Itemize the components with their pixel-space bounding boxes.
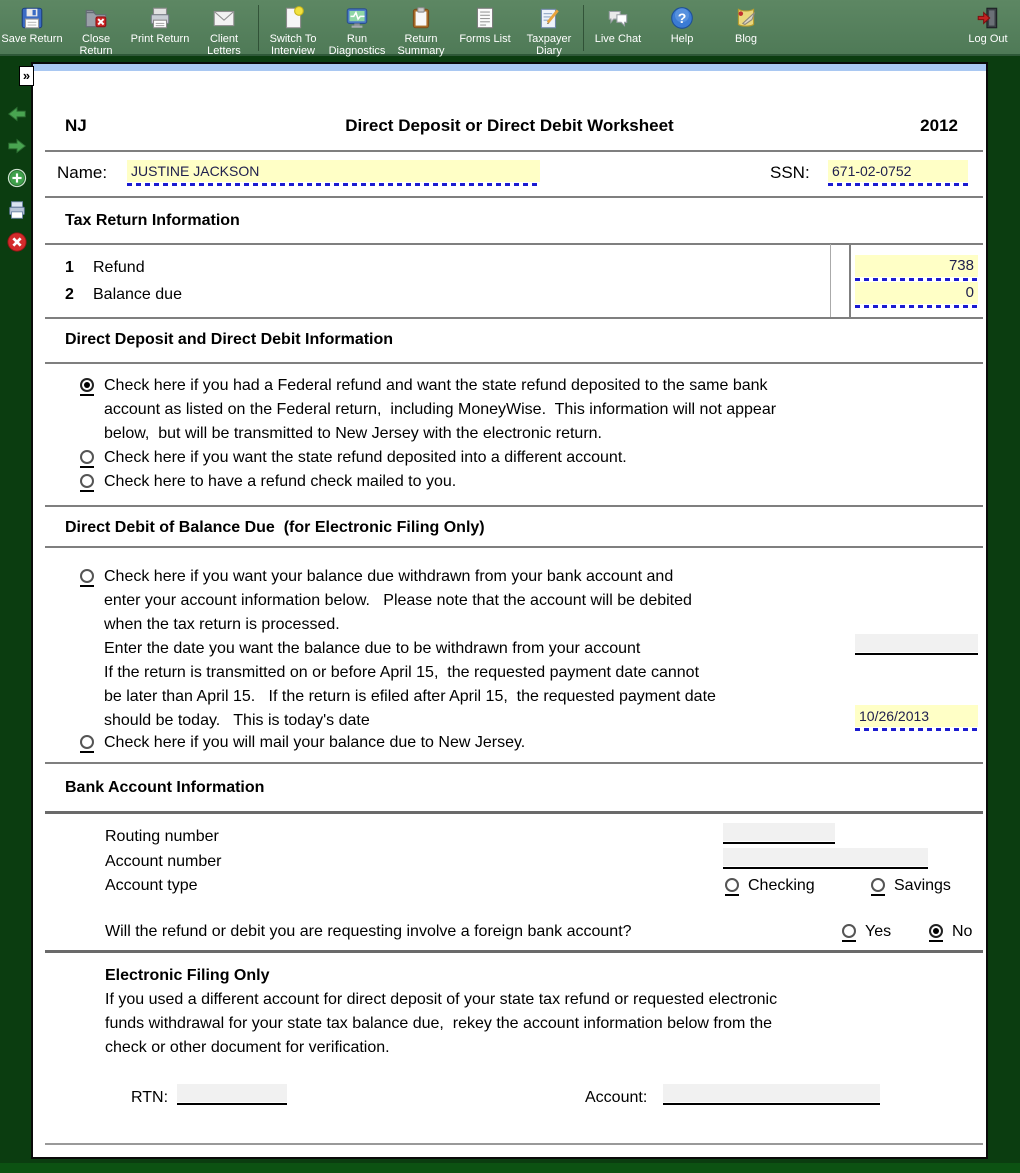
rtn-label: RTN: <box>131 1089 169 1106</box>
toolbar-log-out-button[interactable] <box>956 5 1020 45</box>
radio-same-account[interactable] <box>80 378 94 396</box>
diagnostics-icon <box>344 5 370 31</box>
diary-icon <box>536 5 562 31</box>
refund-field[interactable] <box>855 255 978 277</box>
summary-icon <box>408 5 434 31</box>
section-heading-bank: Bank Account Information <box>65 779 265 796</box>
ssn-value: 671-02-0752 <box>832 163 912 179</box>
form-title-strip <box>33 64 986 71</box>
toolbar-separator <box>258 5 259 51</box>
section-heading-debit: Direct Debit of Balance Due (for Electronic Filing Only) <box>65 519 485 536</box>
routing-number-field[interactable] <box>723 823 835 841</box>
balance-due-value: 0 <box>965 284 974 301</box>
interview-icon <box>280 5 306 31</box>
efile-text: funds withdrawal for your state tax balance due, rekey the account information below from the <box>105 1015 773 1032</box>
toolbar-close-return-button[interactable] <box>64 5 128 57</box>
option-text: Check here to have a refund check mailed to you. <box>104 473 457 490</box>
rtn-field[interactable] <box>177 1084 287 1102</box>
toolbar-return-summary-button[interactable] <box>389 5 453 57</box>
toolbar-forms-list-button[interactable] <box>453 5 517 45</box>
toolbar-button-label: Switch To Interview <box>269 33 317 57</box>
ssn-field[interactable] <box>828 160 968 182</box>
balance-due-label: Balance due <box>93 286 182 303</box>
option-text: below, but will be transmitted to New Jersey with the electronic return. <box>104 425 602 442</box>
amount-column-line <box>849 244 851 317</box>
toolbar-run-diagnostics-button[interactable] <box>325 5 389 57</box>
radio-checking[interactable] <box>725 878 739 896</box>
toolbar-button-label: Close Return <box>79 33 113 57</box>
account-type-label: Account type <box>105 877 198 894</box>
radio-different-account[interactable] <box>80 450 94 468</box>
instruction-text: Enter the date you want the balance due to be withdrawn from your account <box>104 640 641 657</box>
refund-label: Refund <box>93 259 145 276</box>
savings-label: Savings <box>894 877 951 894</box>
divider <box>45 317 983 319</box>
toolbar-button-label: Print Return <box>130 33 190 45</box>
radio-savings[interactable] <box>871 878 885 896</box>
main-toolbar <box>0 0 1020 56</box>
svg-text:?: ? <box>677 9 687 26</box>
toolbar-button-label: Taxpayer Diary <box>526 33 572 57</box>
option-text: account as listed on the Federal return, including MoneyWise. This information will not appear <box>104 401 777 418</box>
withdraw-date-field[interactable] <box>855 634 978 652</box>
instruction-text: be later than April 15. If the return is efiled after April 15, the requested payment date <box>104 688 716 705</box>
efile-account-label: Account: <box>585 1089 648 1106</box>
blog-icon <box>733 5 759 31</box>
option-text: Check here if you want the state refund deposited into a different account. <box>104 449 627 466</box>
option-text: enter your account information below. Please note that the account will be debited <box>104 592 692 609</box>
account-number-field[interactable] <box>723 848 928 866</box>
divider <box>45 196 983 198</box>
toolbar-live-chat-button[interactable] <box>586 5 650 45</box>
efile-text: If you used a different account for direct deposit of your state tax refund or requested electronic <box>105 991 778 1008</box>
save-icon <box>19 5 45 31</box>
name-field[interactable] <box>127 160 540 182</box>
form-year: 2012 <box>920 116 958 135</box>
account-number-label: Account number <box>105 853 222 870</box>
state-code: NJ <box>65 116 87 135</box>
name-value: JUSTINE JACKSON <box>131 163 260 179</box>
balance-due-field[interactable] <box>855 282 978 304</box>
footer-strip <box>0 1163 1020 1173</box>
sidebar-expander-button[interactable]: » <box>19 66 34 86</box>
divider <box>45 1143 983 1145</box>
refund-value: 738 <box>948 257 974 274</box>
divider <box>45 505 983 507</box>
print-page-button[interactable] <box>6 199 28 221</box>
toolbar-button-label: Blog <box>734 33 758 45</box>
divider <box>45 362 983 364</box>
worksheet-form <box>31 62 988 1159</box>
option-text: Check here if you want your balance due withdrawn from your bank account and <box>104 568 674 585</box>
line-number: 2 <box>65 286 74 303</box>
divider <box>45 150 983 152</box>
name-label: Name: <box>57 163 108 182</box>
instruction-text: If the return is transmitted on or before April 15, the requested payment date cannot <box>104 664 700 681</box>
toolbar-blog-button[interactable] <box>714 5 778 45</box>
toolbar-button-label: Client Letters <box>207 33 241 57</box>
no-label: No <box>952 923 973 940</box>
toolbar-button-label: Save Return <box>1 33 63 45</box>
toolbar-button-label: Forms List <box>459 33 511 45</box>
efile-text: check or other document for verification. <box>105 1039 390 1056</box>
section-heading-tax-info: Tax Return Information <box>65 212 240 229</box>
routing-number-label: Routing number <box>105 828 219 845</box>
toolbar-client-letters-button[interactable] <box>192 5 256 57</box>
toolbar-switch-to-interview-button[interactable] <box>261 5 325 57</box>
divider <box>45 950 983 953</box>
option-text: Check here if you will mail your balance due to New Jersey. <box>104 734 526 751</box>
toolbar-help-button[interactable] <box>650 5 714 45</box>
section-heading-efile: Electronic Filing Only <box>105 967 270 984</box>
toolbar-taxpayer-diary-button[interactable] <box>517 5 581 57</box>
toolbar-separator <box>583 5 584 51</box>
checking-label: Checking <box>748 877 815 894</box>
efile-account-field[interactable] <box>663 1084 880 1102</box>
ssn-label: SSN: <box>770 163 810 182</box>
radio-withdraw-balance[interactable] <box>80 569 94 587</box>
divider <box>45 243 983 245</box>
yes-label: Yes <box>865 923 892 940</box>
forward-arrow-button[interactable] <box>6 135 28 157</box>
divider <box>45 762 983 764</box>
form-title: Direct Deposit or Direct Debit Worksheet <box>345 116 674 135</box>
add-form-button[interactable] <box>6 167 28 189</box>
help-icon <box>669 5 695 31</box>
toolbar-button-label: Live Chat <box>594 33 642 45</box>
close-return-icon <box>83 5 109 31</box>
toolbar-button-label: Log Out <box>968 33 1008 45</box>
radio-mail-balance-due[interactable] <box>80 735 94 753</box>
divider <box>45 546 983 548</box>
divider <box>45 811 983 814</box>
radio-foreign-yes[interactable] <box>842 924 856 942</box>
section-heading-dd-info: Direct Deposit and Direct Debit Information <box>65 331 394 348</box>
today-date-value: 10/26/2013 <box>859 708 930 724</box>
toolbar-save-return-button[interactable] <box>0 5 64 45</box>
foreign-account-question: Will the refund or debit you are requesting involve a foreign bank account? <box>105 923 632 940</box>
amount-column-line <box>830 244 831 317</box>
back-arrow-button[interactable] <box>6 103 28 125</box>
line-number: 1 <box>65 259 74 276</box>
radio-foreign-no[interactable] <box>929 924 943 942</box>
option-text: when the tax return is processed. <box>104 616 340 633</box>
print-icon <box>147 5 173 31</box>
logout-icon <box>975 5 1001 31</box>
option-text: Check here if you had a Federal refund and want the state refund deposited to the same bank <box>104 377 768 394</box>
instruction-text: should be today. This is today's date <box>104 712 370 729</box>
envelope-icon <box>211 5 237 31</box>
toolbar-button-label: Run Diagnostics <box>328 33 386 57</box>
close-page-button[interactable] <box>6 231 28 253</box>
chat-icon <box>605 5 631 31</box>
today-date-field[interactable] <box>855 705 978 727</box>
toolbar-print-return-button[interactable] <box>128 5 192 45</box>
toolbar-button-label: Return Summary <box>397 33 445 57</box>
radio-refund-check-mailed[interactable] <box>80 474 94 492</box>
forms-list-icon <box>472 5 498 31</box>
toolbar-button-label: Help <box>670 33 694 45</box>
